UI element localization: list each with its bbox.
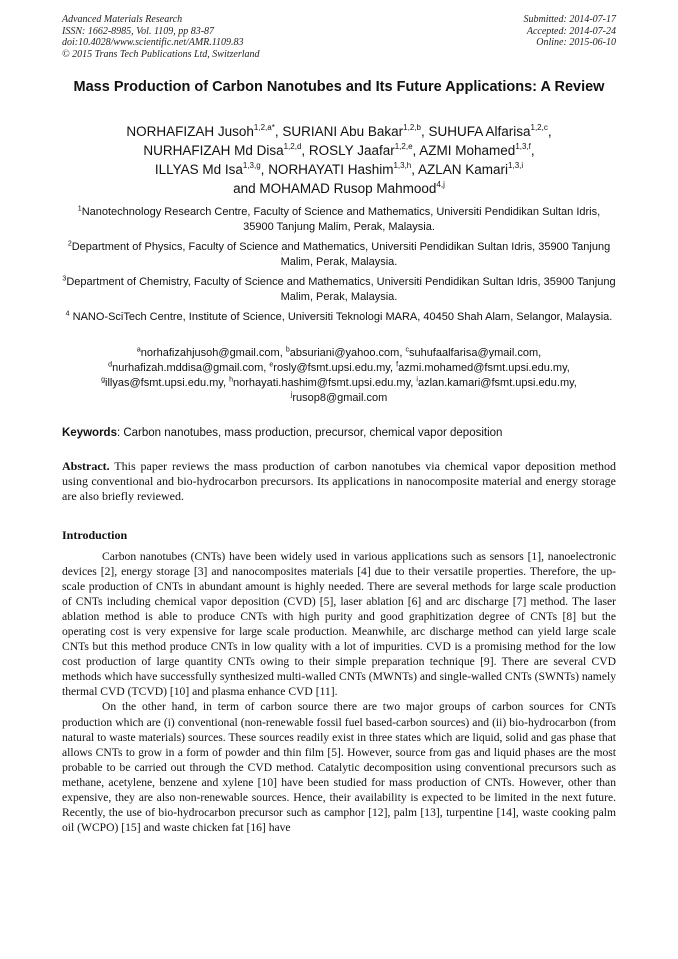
body-paragraph: Carbon nanotubes (CNTs) have been widely used in various applications such as sensors [1], nanoelectronic devices [2], energy storage [3] and nanocomposites materials [4] due to their versatile properties. Therefore, the up-scale production of CNTs in abundant amount is highly needed. There are several methods for large scale production of CNTs including chemical vapor deposition (CVD) [5], laser ablation [6] and arc discharge [7] method. The laser ablation method is able to produce CNTs with high purity and good graphitization degree of CNTs [8] but the operating cost is very expensive for large scale production. Meanwhile, arc discharge method can yield large scale CNTs but this method produce CNTs in low quality with a lot of impurities. CVD is a promising method for the low cost production of large quantity CNTs owing to their simple preparation technique [9]. There are several CVD methods which have successfully synthesized multi-walled CNTs (MWNTs) and single-walled CNTs (SWNTs) namely thermal CVD (TCVD) [10] and plasma enhance CVD [11].: [62, 550, 616, 699]
affiliation-1: [62, 205, 616, 235]
email-address[interactable]: norhafizahjusoh@gmail.com,: [140, 347, 286, 359]
email-marker: a: [136, 346, 141, 354]
abstract-label: Abstract.: [62, 459, 110, 473]
author-name: SURIANI Abu Bakar: [282, 124, 404, 139]
email-address[interactable]: suhufaalfarisa@ymail.com,: [408, 347, 542, 359]
author-name: and MOHAMAD Rusop Mahmood: [233, 181, 437, 196]
introduction-heading: Introduction: [62, 528, 128, 542]
affiliation-4: [62, 310, 616, 325]
introduction-body: [62, 549, 616, 835]
email-marker: d: [108, 361, 113, 369]
author-name: SUHUFA Alfarisa: [428, 124, 531, 139]
email-address[interactable]: nurhafizah.mddisa@gmail.com,: [112, 362, 270, 374]
author-name: AZMI Mohamed: [419, 143, 516, 158]
affiliation-text: Department of Chemistry, Faculty of Science and Mathematics, Universiti Pendidikan Sultan Idris, 35900 Tanjung Malim, Perak, Malaysia.: [66, 276, 616, 303]
author-separator: ,: [530, 143, 535, 158]
accepted-date: Accepted: 2014-07-24: [526, 25, 616, 37]
author-separator: ,: [420, 124, 429, 139]
author-name: AZLAN Kamari: [418, 162, 509, 177]
email-marker: e: [269, 361, 274, 369]
email-marker: c: [405, 346, 409, 354]
abstract: [62, 459, 616, 504]
author-affiliation-marker: 1,2,b: [403, 122, 421, 132]
affiliation-text: Nanotechnology Research Centre, Faculty of Science and Mathematics, Universiti Pendidikan Sultan Idris, 35900 Tanjung Malim, Perak, Malaysia.: [81, 206, 601, 233]
author-name: NORHAFIZAH Jusoh: [126, 124, 254, 139]
email-address[interactable]: illyas@fsmt.upsi.edu.my,: [105, 377, 230, 389]
author-affiliation-marker: 4,j: [436, 179, 445, 189]
email-address[interactable]: absuriani@yahoo.com,: [289, 347, 406, 359]
paper-title: Mass Production of Carbon Nanotubes and Its Future Applications: A Review: [73, 79, 605, 95]
author-separator: ,: [411, 162, 419, 177]
affiliation-2: [62, 240, 616, 270]
affiliation-number: 1: [77, 205, 82, 213]
email-marker: i: [416, 376, 418, 384]
author-separator: ,: [260, 162, 269, 177]
body-paragraph: On the other hand, in term of carbon source there are two major groups of carbon sources for CNTs production which are (i) conventional (non-renewable fossil fuel based-carbon sources) and (ii) bio-hydrocarbon (from natural to waste materials) sources. These sources readily exist in three states which are liquid, solid and gas phase that allows CNTs to grow in a form of powder and thin film [5]. However, source from gas and liquid phases are the most probable to be carried out through the CVD method. Catalytic decomposition using conventional precursors such as methane, acetylene, benzene and xylene [10] have been studied for mass production of CNTs. However, other than expensive, they are also non-renewable sources. Hence, their availability is expected to be limited in the next future. Recently, the use of bio-hydrocarbon precursor such as camphor [12], palm [13], turpentine [14], waste cooking palm oil (WCPO) [15] and waste chicken fat [16] have: [62, 700, 616, 834]
email-marker: j: [290, 391, 293, 399]
email-address[interactable]: norhayati.hashim@fsmt.upsi.edu.my,: [233, 377, 417, 389]
keywords: [62, 426, 616, 441]
email-address[interactable]: azmi.mohamed@fsmt.upsi.edu.my,: [398, 362, 570, 374]
author-list: [62, 122, 616, 198]
author-affiliation-marker: 1,2,c: [530, 122, 548, 132]
author-name: NURHAFIZAH Md Disa: [143, 143, 284, 158]
email-list: [62, 346, 616, 406]
online-date: Online: 2015-06-10: [536, 37, 616, 48]
author-affiliation-marker: 1,3,i: [508, 160, 524, 170]
affiliation-text: NANO-SciTech Centre, Institute of Science, Universiti Teknologi MARA, 40450 Shah Alam, Selangor, Malaysia.: [72, 311, 613, 323]
email-marker: h: [229, 376, 234, 384]
abstract-text: This paper reviews the mass production of carbon nanotubes via chemical vapor deposition method using conventional and bio-hydrocarbon precursors. Its applications in nanocomposite material and energy storage are also briefly reviewed.: [62, 459, 616, 503]
email-marker: g: [101, 376, 106, 384]
email-marker: f: [396, 361, 399, 369]
journal-name: Advanced Materials Research: [62, 14, 183, 25]
author-affiliation-marker: 1,3,h: [393, 160, 412, 170]
affiliation-number: 4: [65, 310, 70, 318]
author-name: ILLYAS Md Isa: [154, 162, 243, 177]
issn-line: ISSN: 1662-8985, Vol. 1109, pp 83-87: [62, 25, 215, 37]
author-affiliation-marker: 1,2,d: [283, 141, 302, 151]
author-separator: ,: [412, 143, 420, 158]
author-affiliation-marker: 1,3,f: [515, 141, 531, 151]
author-name: NORHAYATI Hashim: [268, 162, 394, 177]
author-separator: ,: [301, 143, 309, 158]
email-address[interactable]: azlan.kamari@fsmt.upsi.edu.my,: [417, 377, 577, 389]
author-separator: ,: [274, 124, 283, 139]
email-address[interactable]: rusop8@gmail.com: [292, 392, 388, 404]
copyright-line: © 2015 Trans Tech Publications Ltd, Switzerland: [62, 48, 260, 60]
keywords-label: Keywords: [62, 427, 117, 439]
affiliation-text: Department of Physics, Faculty of Science and Mathematics, Universiti Pendidikan Sultan Idris, 35900 Tanjung Malim, Perak, Malaysia.: [71, 241, 611, 268]
affiliation-number: 2: [67, 240, 72, 248]
author-name: ROSLY Jaafar: [308, 143, 395, 158]
email-marker: b: [285, 346, 290, 354]
doi-line: doi:10.4028/www.scientific.net/AMR.1109.83: [62, 37, 244, 48]
author-affiliation-marker: 1,2,e: [394, 141, 413, 151]
keywords-text: : Carbon nanotubes, mass production, precursor, chemical vapor deposition: [116, 427, 503, 439]
email-address[interactable]: rosly@fsmt.upsi.edu.my,: [273, 362, 397, 374]
author-affiliation-marker: 1,2,a*: [253, 122, 275, 132]
publication-dates: [524, 14, 617, 49]
affiliation-3: [62, 275, 616, 305]
submitted-date: Submitted: 2014-07-17: [523, 14, 616, 25]
author-affiliation-marker: 1,3,g: [242, 160, 261, 170]
publication-info: [62, 14, 260, 60]
author-separator: ,: [547, 124, 552, 139]
affiliation-number: 3: [62, 275, 67, 283]
